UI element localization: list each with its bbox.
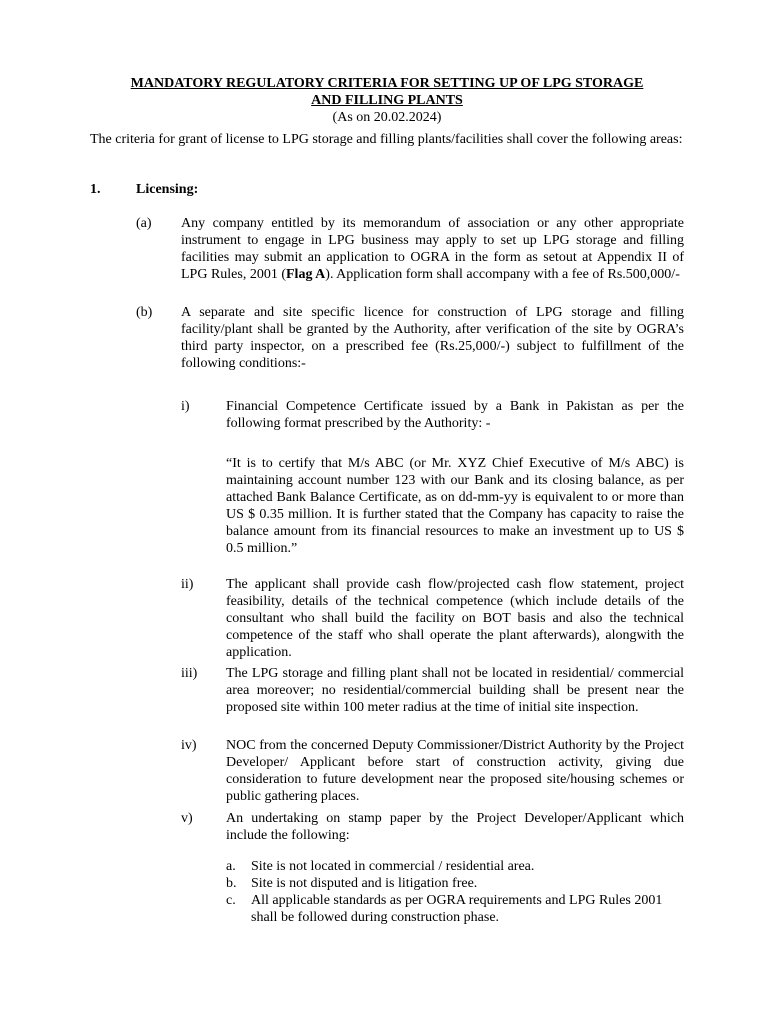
certificate-quote: “It is to certify that M/s ABC (or Mr. XYZ Chief Executive of M/s ABC) is maintaining account number 123 with our Bank and its closing balance, as per attached Bank Balance Certificate, as on dd-mm-yy is equivalent to or more than US $ 0.35 million. It is further stated that the Company has capacity to raise the balance amount from its financial resources to make an investment up to US $ 0.5 million.”: [226, 456, 684, 556]
item-a-text: Any company entitled by its memorandum of association or any other appropriate instrument to engage in LPG business may apply to set up LPG storage and filling facilities may submit an application to OGRA in the form as setout at Appendix II of LPG Rules, 2001 (Flag A). Application form shall accompany with a fee of Rs.500,000/-: [181, 216, 684, 282]
condition-text: Financial Competence Certificate issued by a Bank in Pakistan as per the following format prescribed by the Authority: -: [226, 399, 684, 431]
condition-label: iv): [181, 738, 197, 753]
condition-text: The applicant shall provide cash flow/projected cash flow statement, project feasibility, details of the technical competence (which include details of the consultant who shall build the facility on BOT basis and also the technical competence of the staff who shall operate the plant afterwards), alongwith the application.: [226, 577, 684, 660]
section-heading: [90, 181, 198, 198]
item-b-text: A separate and site specific licence for construction of LPG storage and filling facility/plant shall be granted by the Authority, after verification of the site by OGRA’s third party inspector, on a prescribed fee (Rs.25,000/-) subject to fulfillment of the following conditions:-: [181, 305, 684, 371]
item-a-label: (a): [136, 216, 152, 231]
title-date: (As on 20.02.2024): [332, 110, 442, 125]
title-line-1: MANDATORY REGULATORY CRITERIA FOR SETTING UP OF LPG STORAGE: [130, 76, 644, 91]
condition-label: i): [181, 399, 190, 414]
condition-text: An undertaking on stamp paper by the Project Developer/Applicant which include the following:: [226, 811, 684, 843]
title-line-2: AND FILLING PLANTS: [311, 93, 463, 108]
condition-text: The LPG storage and filling plant shall not be located in residential/ commercial area moreover; no residential/commercial building shall be present near the proposed site within 100 meter radius at the time of initial site inspection.: [226, 666, 684, 715]
section-number: 1.: [90, 182, 101, 197]
list-item: c. All applicable standards as per OGRA requirements and LPG Rules 2001 shall be followed during construction phase.: [226, 893, 663, 925]
list-item: b. Site is not disputed and is litigation free.: [226, 876, 478, 891]
flag-a-reference: Flag A: [286, 267, 326, 282]
list-item: a. Site is not located in commercial / residential area.: [226, 859, 535, 874]
intro-paragraph: The criteria for grant of license to LPG storage and filling plants/facilities shall cover the following areas:: [90, 132, 683, 147]
condition-label: v): [181, 811, 193, 826]
condition-text: NOC from the concerned Deputy Commissioner/District Authority by the Project Developer/ Applicant before start of construction activity, giving due consideration to future development near the proposed site/housing schemes or public gathering places.: [226, 738, 684, 804]
section-title: Licensing:: [136, 182, 199, 197]
condition-label: ii): [181, 577, 194, 592]
document-title: [90, 75, 684, 126]
item-b-label: (b): [136, 305, 153, 320]
condition-label: iii): [181, 666, 198, 681]
